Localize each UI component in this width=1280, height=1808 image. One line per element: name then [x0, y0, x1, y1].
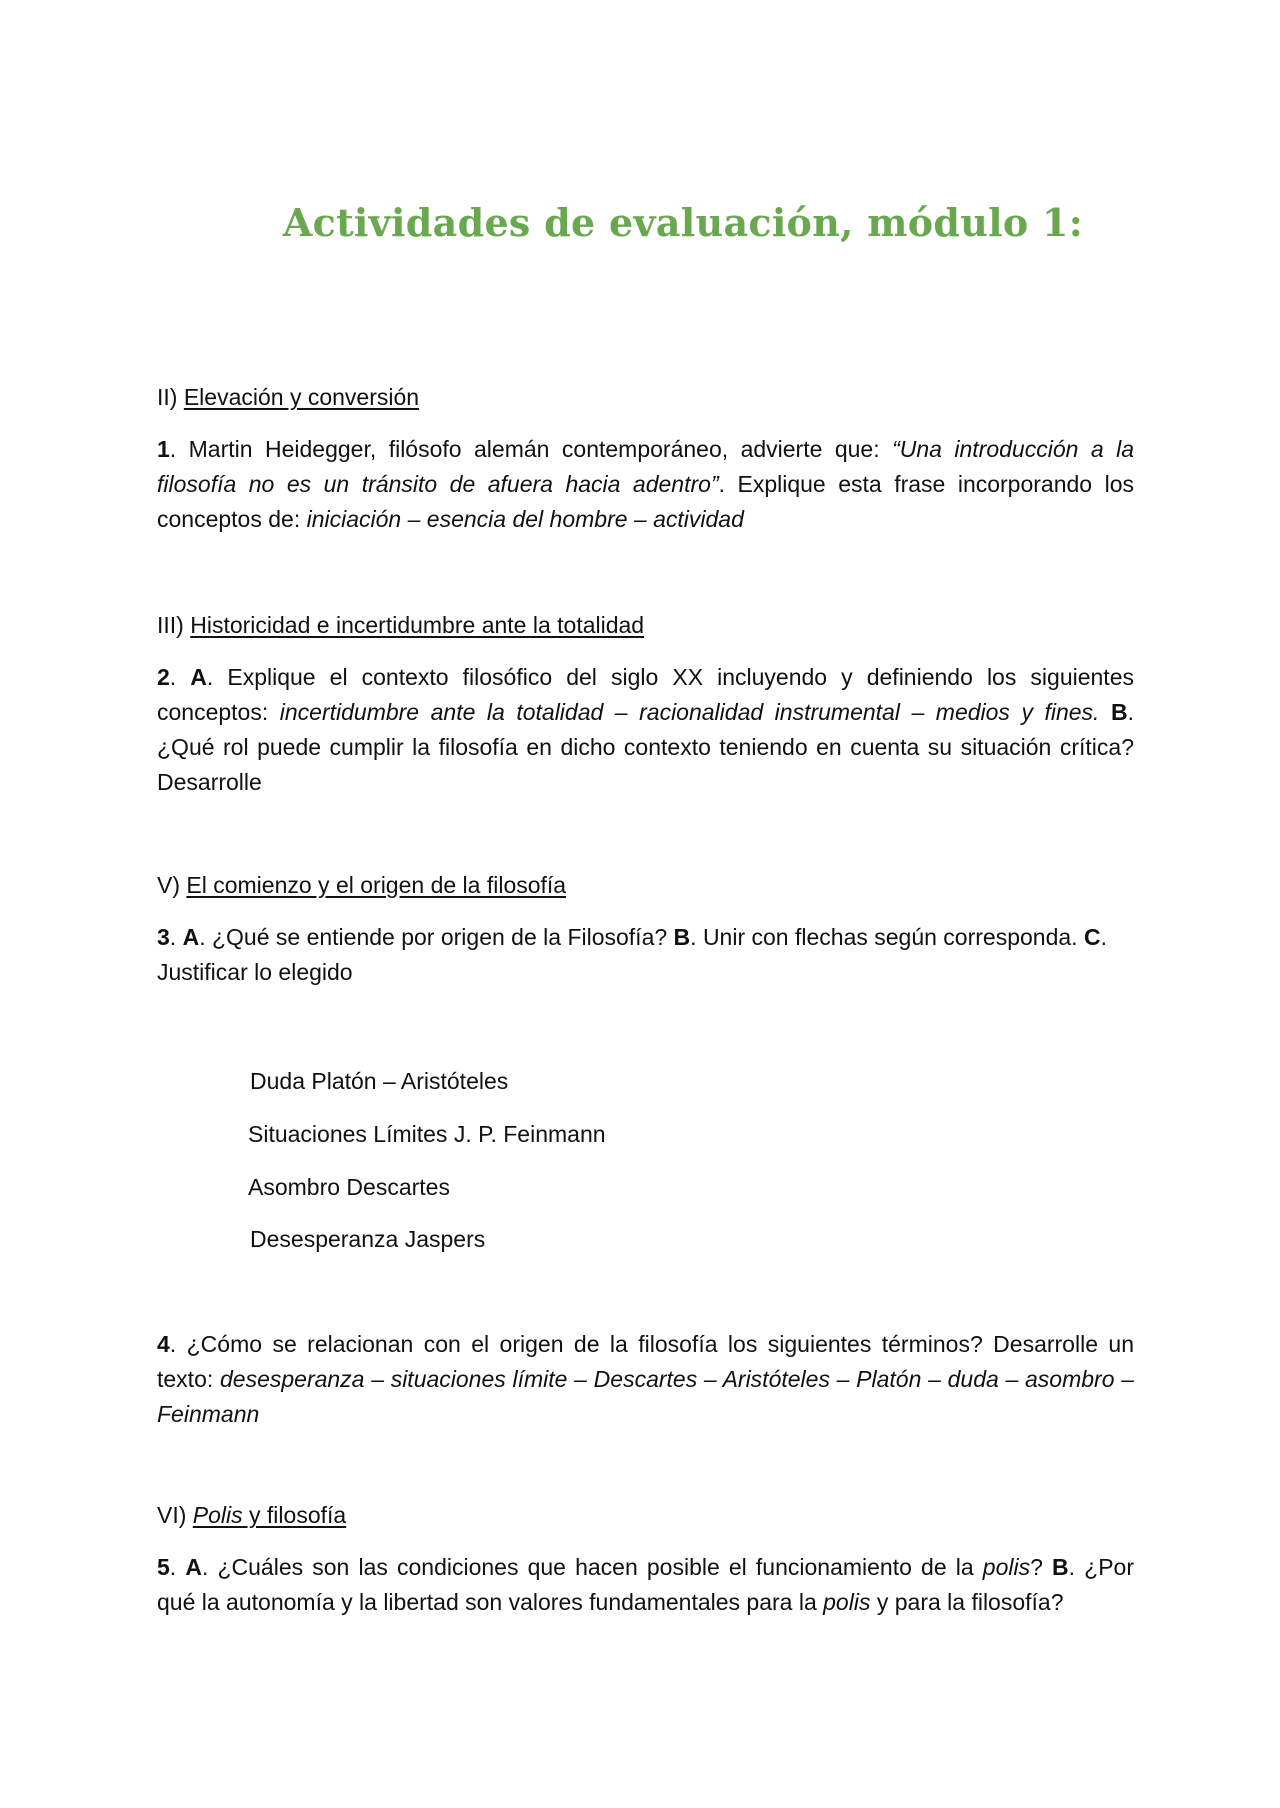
- matching-item: Duda Platón – Aristóteles: [250, 1068, 509, 1094]
- matching-item: Desesperanza Jaspers: [250, 1226, 486, 1252]
- section-heading-v: V) El comienzo y el origen de la filosofía: [157, 872, 567, 898]
- question-3: 3. A. ¿Qué se entiende por origen de la Filosofía? B. Unir con flechas según corresponda. C. Justificar lo elegido: [157, 924, 1107, 985]
- matching-item: Situaciones Límites J. P. Feinmann: [248, 1121, 606, 1147]
- matching-item: Asombro Descartes: [248, 1174, 450, 1200]
- page-title: Actividades de evaluación, módulo 1:: [282, 200, 1084, 245]
- section-heading-vi: VI) Polis y filosofía: [157, 1502, 347, 1528]
- section-heading-iii: III) Historicidad e incertidumbre ante la totalidad: [157, 612, 645, 638]
- section-heading-ii: II) Elevación y conversión: [157, 384, 420, 410]
- question-4: 4. ¿Cómo se relacionan con el origen de la filosofía los siguientes términos? Desarrolle un texto: desesperanza – situaciones límite – Descartes – Aristóteles – Platón – duda – asombro – Feinmann: [157, 1331, 1134, 1427]
- question-2: 2. A. Explique el contexto filosófico del siglo XX incluyendo y definiendo los siguientes conceptos: incertidumbre ante la totalidad – racionalidad instrumental – medios y fines. B. ¿Qué rol puede cumplir la filosofía en dicho contexto teniendo en cuenta su situación crítica? Desarrolle: [157, 664, 1134, 795]
- question-5: 5. A. ¿Cuáles son las condiciones que hacen posible el funcionamiento de la polis? B. ¿Por qué la autonomía y la libertad son valores fundamentales para la polis y para la filosofía?: [157, 1554, 1134, 1615]
- question-1: 1. Martin Heidegger, filósofo alemán contemporáneo, advierte que: “Una introducción a la filosofía no es un tránsito de afuera hacia adentro”. Explique esta frase incorporando los conceptos de: iniciación – esencia del hombre – actividad: [157, 436, 1134, 532]
